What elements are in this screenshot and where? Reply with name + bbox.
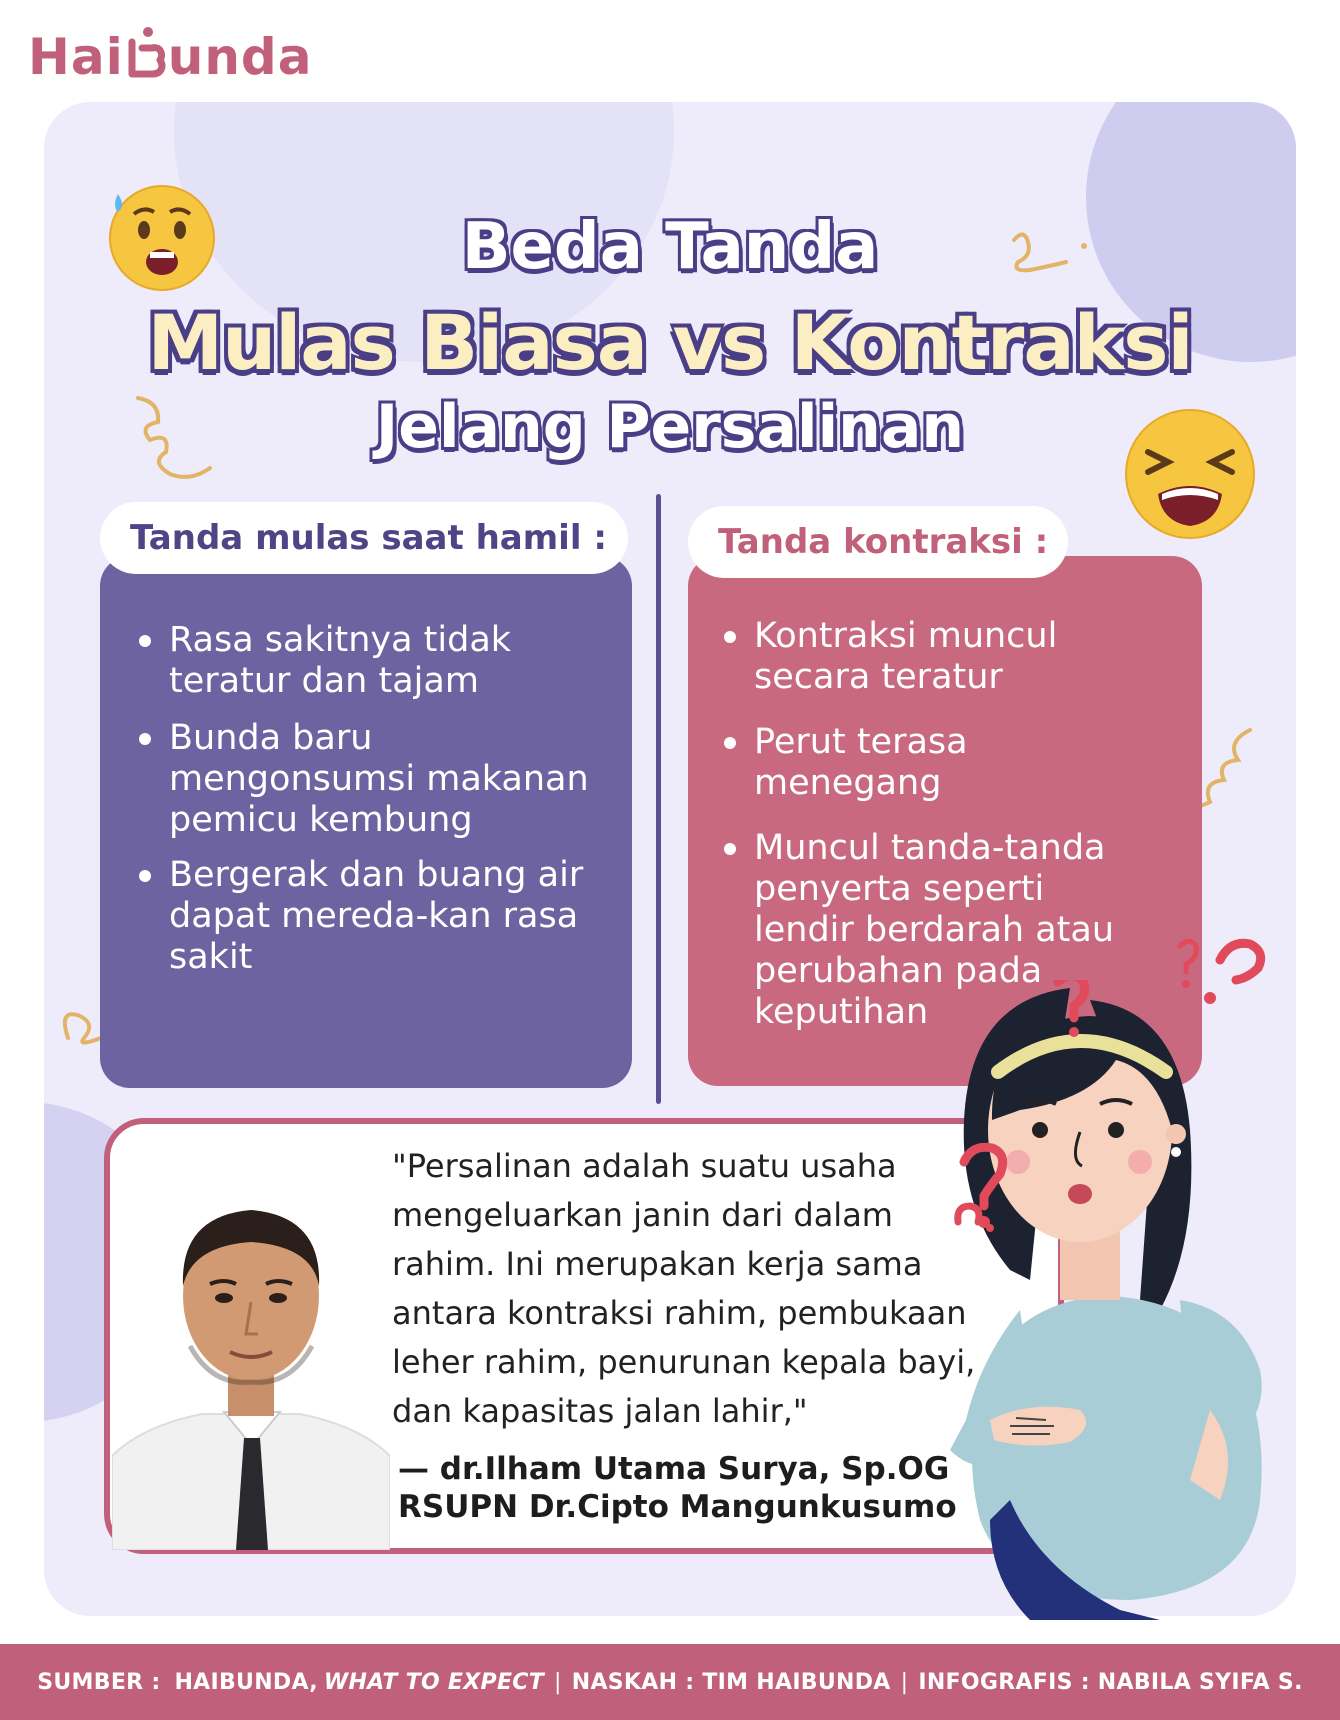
question-mark-icon: [1160, 936, 1270, 1016]
kontraksi-heading: Tanda kontraksi :: [688, 506, 1068, 578]
list-item: Bunda baru mengonsumsi makanan pemicu kembung: [139, 718, 609, 841]
quote-attribution: [398, 1450, 958, 1526]
mulas-list: [139, 620, 609, 992]
script-credit: NASKAH : TIM HAIBUNDA: [571, 1669, 891, 1695]
quote-institution: RSUPN Dr.Cipto Mangunkusumo: [398, 1489, 957, 1525]
source-label: SUMBER :: [37, 1669, 161, 1695]
infographic-credit: INFOGRAFIS : NABILA SYIFA S.: [918, 1669, 1303, 1695]
list-item: Bergerak dan buang air dapat mereda-kan rasa sakit: [139, 855, 609, 978]
list-item: Perut terasa menegang: [724, 722, 1144, 804]
doctor-photo: [112, 1186, 390, 1550]
expert-quote: "Persalinan adalah suatu usaha mengeluarkan janin dari dalam rahim. Ini merupakan kerja sama antara kontraksi rahim, pembukaan leher rahim, penurunan kepala bayi, dan kapasitas jalan lahir,": [392, 1147, 976, 1430]
logo-text-hai: Hai: [28, 28, 124, 86]
title-line-3: Jelang Persalinan: [375, 392, 965, 462]
logo-b-mark-icon: [126, 40, 166, 80]
logo-text-unda: unda: [167, 28, 313, 86]
column-divider: [656, 494, 661, 1104]
pregnant-woman-illustration: [920, 980, 1300, 1620]
quote-author: — dr.Ilham Utama Surya, Sp.OG: [398, 1451, 950, 1487]
list-item: Muncul tanda-tanda penyerta seperti lendir berdarah atau perubahan pada keputihan: [724, 828, 1144, 1033]
list-item: Rasa sakitnya tidak teratur dan tajam: [139, 620, 609, 702]
footer-separator: |: [554, 1669, 562, 1695]
mulas-heading: Tanda mulas saat hamil :: [100, 502, 628, 574]
title-line-2: Mulas Biasa vs Kontraksi: [147, 298, 1193, 387]
title-line-1: Beda Tanda: [461, 210, 879, 284]
credits-footer: [0, 1644, 1340, 1720]
source-1: HAIBUNDA,: [174, 1669, 318, 1695]
source-2: WHAT TO EXPECT: [323, 1669, 545, 1695]
question-mark-icon: [950, 1194, 1010, 1254]
haibunda-logo[interactable]: [28, 14, 312, 86]
list-item: Kontraksi muncul secara teratur: [724, 616, 1144, 698]
footer-separator: |: [900, 1669, 909, 1695]
